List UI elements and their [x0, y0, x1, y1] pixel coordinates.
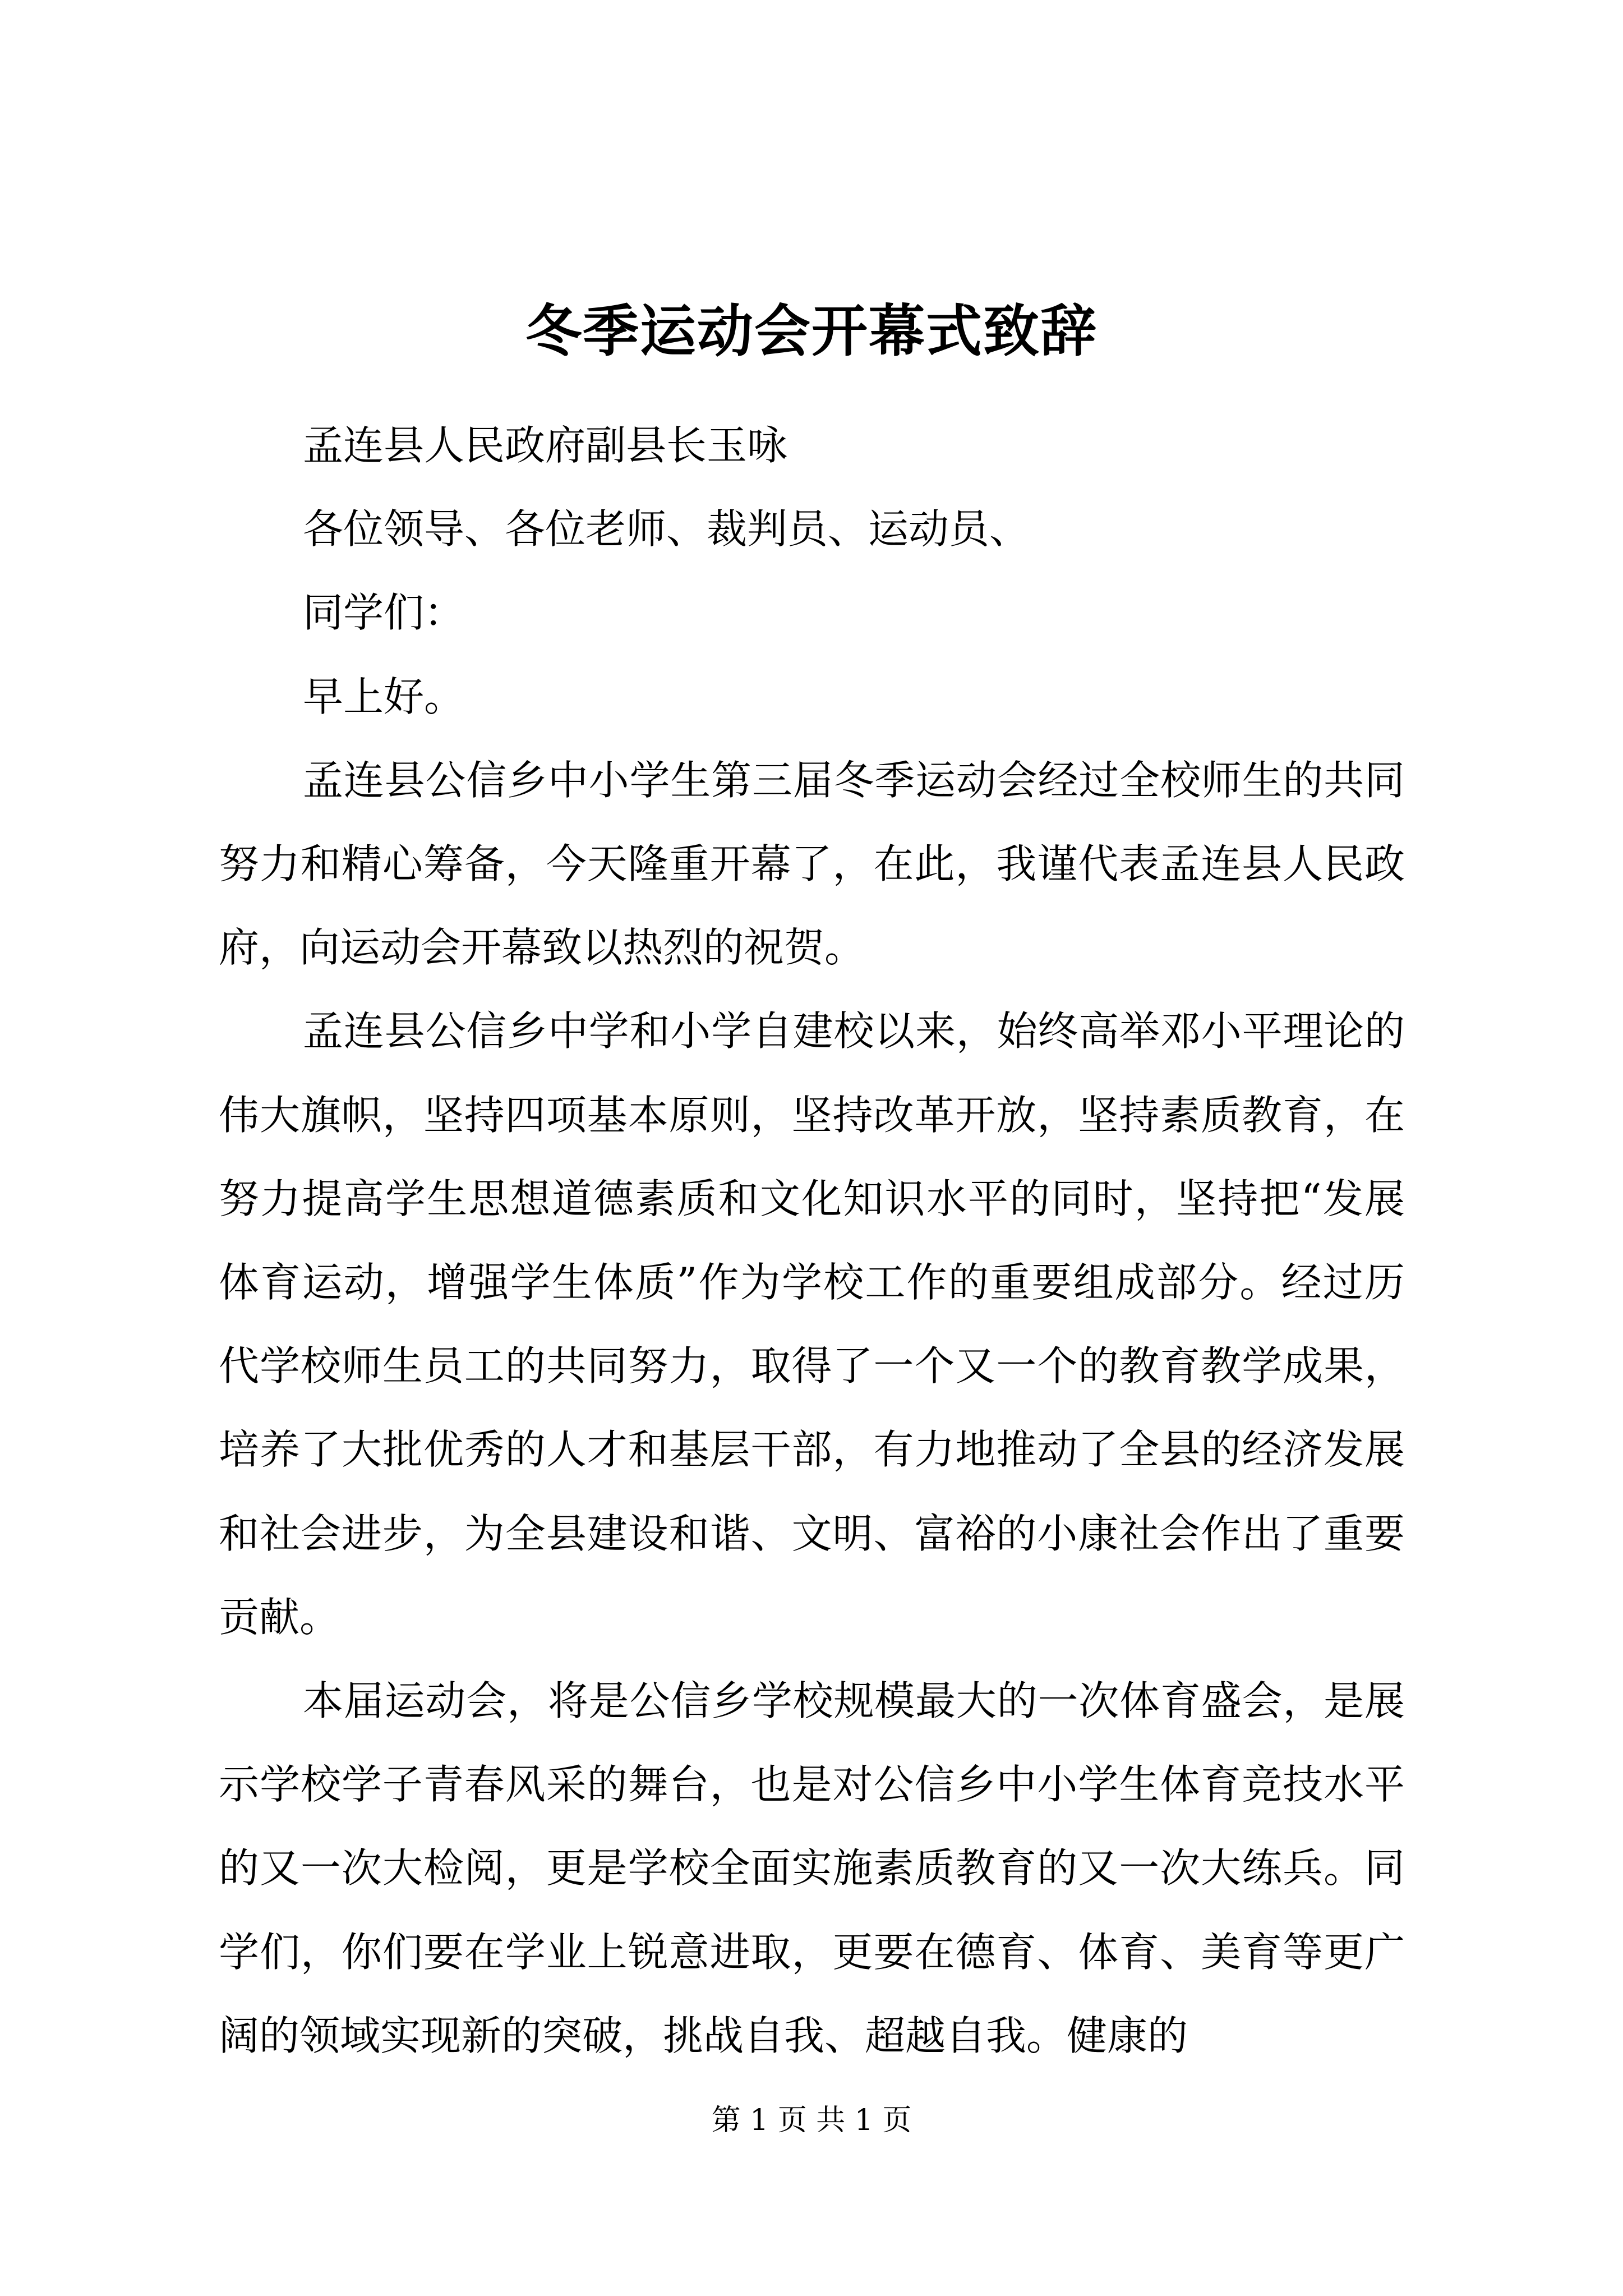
body-paragraph: 孟连县公信乡中学和小学自建校以来，始终高举邓小平理论的伟大旗帜，坚持四项基本原则，坚持改革开放，坚持素质教育，在努力提高学生思想道德素质和文化知识水平的同时，坚持把“发展体育运动，增强学生体质”作为学校工作的重要组成部分。经过历代学校师生员工的共同努力，取得了一个又一个的教育教学成果，培养了大批优秀的人才和基层干部，有力地推动了全县的经济发展和社会进步，为全县建设和谐、文明、富裕的小康社会作出了重要贡献。 — [219, 1007, 1405, 1641]
page-footer: 第 1 页 共 1 页 — [711, 2104, 912, 2137]
body-paragraph: 孟连县公信乡中小学生第三届冬季运动会经过全校师生的共同努力和精心筹备，今天隆重开幕了，在此，我谨代表孟连县人民政府，向运动会开幕致以热烈的祝贺。 — [219, 756, 1405, 972]
document-title: 冬季运动会开幕式致辞 — [525, 298, 1098, 364]
document-body — [219, 404, 1405, 2078]
body-paragraph: 本届运动会，将是公信乡学校规模最大的一次体育盛会，是展示学校学子青春风采的舞台，也是对公信乡中小学生体育竞技水平的又一次大检阅，更是学校全面实施素质教育的又一次大练兵。同学们，你们要在学业上锐意进取，更要在德育、体育、美育等更广阔的领域实现新的突破，挑战自我、超越自我。健康的 — [219, 1677, 1405, 2059]
author-line: 孟连县人民政府副县长玉咏 — [303, 422, 788, 469]
salutation-line-2: 同学们： — [303, 589, 465, 637]
salutation-line: 各位领导、各位老师、裁判员、运动员、 — [303, 505, 1030, 553]
greeting-line: 早上好。 — [303, 673, 465, 720]
